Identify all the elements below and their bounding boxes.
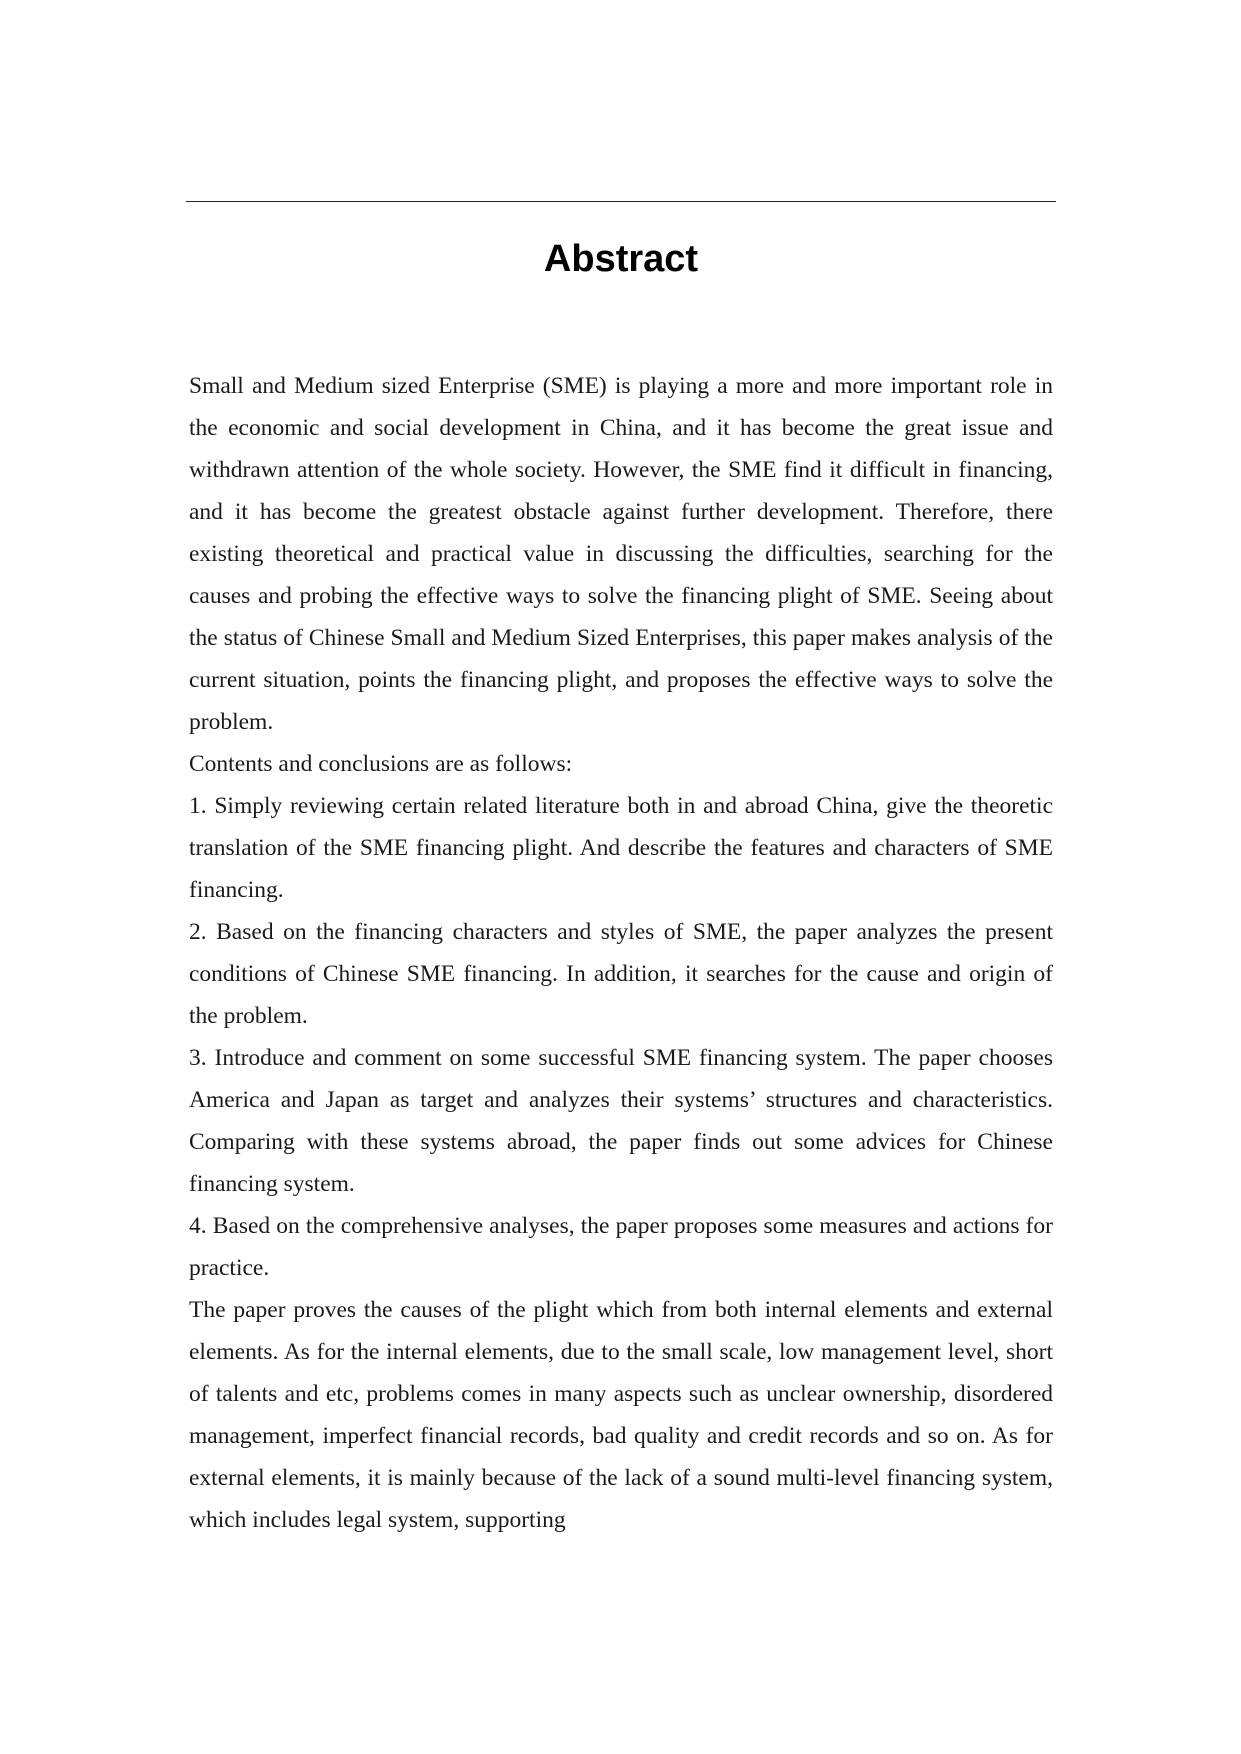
paragraph-point-3: 3. Introduce and comment on some successful SME financing system. The paper chooses America and Japan as target and analyzes their systems’ structures and characteristics. Comparing with these systems abroad, the paper finds out some advices for Chinese financing system. — [189, 1045, 1053, 1197]
paragraph-contents-lead: Contents and conclusions are as follows: — [189, 751, 573, 777]
paragraph-point-1: 1. Simply reviewing certain related literature both in and abroad China, give the theoretic translation of the SME financing plight. And describe the features and characters of SME financing. — [189, 793, 1053, 903]
page-title: Abstract — [543, 238, 699, 280]
paragraph-intro: Small and Medium sized Enterprise (SME) is playing a more and more important role in the economic and social development in China, and it has become the great issue and withdrawn attention of the whole society. However, the SME find it difficult in financing, and it has become the greatest obstacle against further development. Therefore, there existing theoretical and practical value in discussing the difficulties, searching for the causes and probing the effective ways to solve the financing plight of SME. Seeing about the status of Chinese Small and Medium Sized Enterprises, this paper makes analysis of the current situation, points the financing plight, and proposes the effective ways to solve the problem. — [189, 373, 1053, 735]
abstract-body — [189, 365, 1053, 1541]
paragraph-causes: The paper proves the causes of the plight which from both internal elements and external elements. As for the internal elements, due to the small scale, low management level, short of talents and etc, problems comes in many aspects such as unclear ownership, disordered management, imperfect financial records, bad quality and credit records and so on. As for external elements, it is mainly because of the lack of a sound multi-level financing system, which includes legal system, supporting — [189, 1297, 1053, 1533]
paragraph-point-4: 4. Based on the comprehensive analyses, the paper proposes some measures and actions for practice. — [189, 1213, 1053, 1281]
header-rule — [186, 201, 1056, 202]
paragraph-point-2: 2. Based on the financing characters and styles of SME, the paper analyzes the present conditions of Chinese SME financing. In addition, it searches for the cause and origin of the problem. — [189, 919, 1053, 1029]
